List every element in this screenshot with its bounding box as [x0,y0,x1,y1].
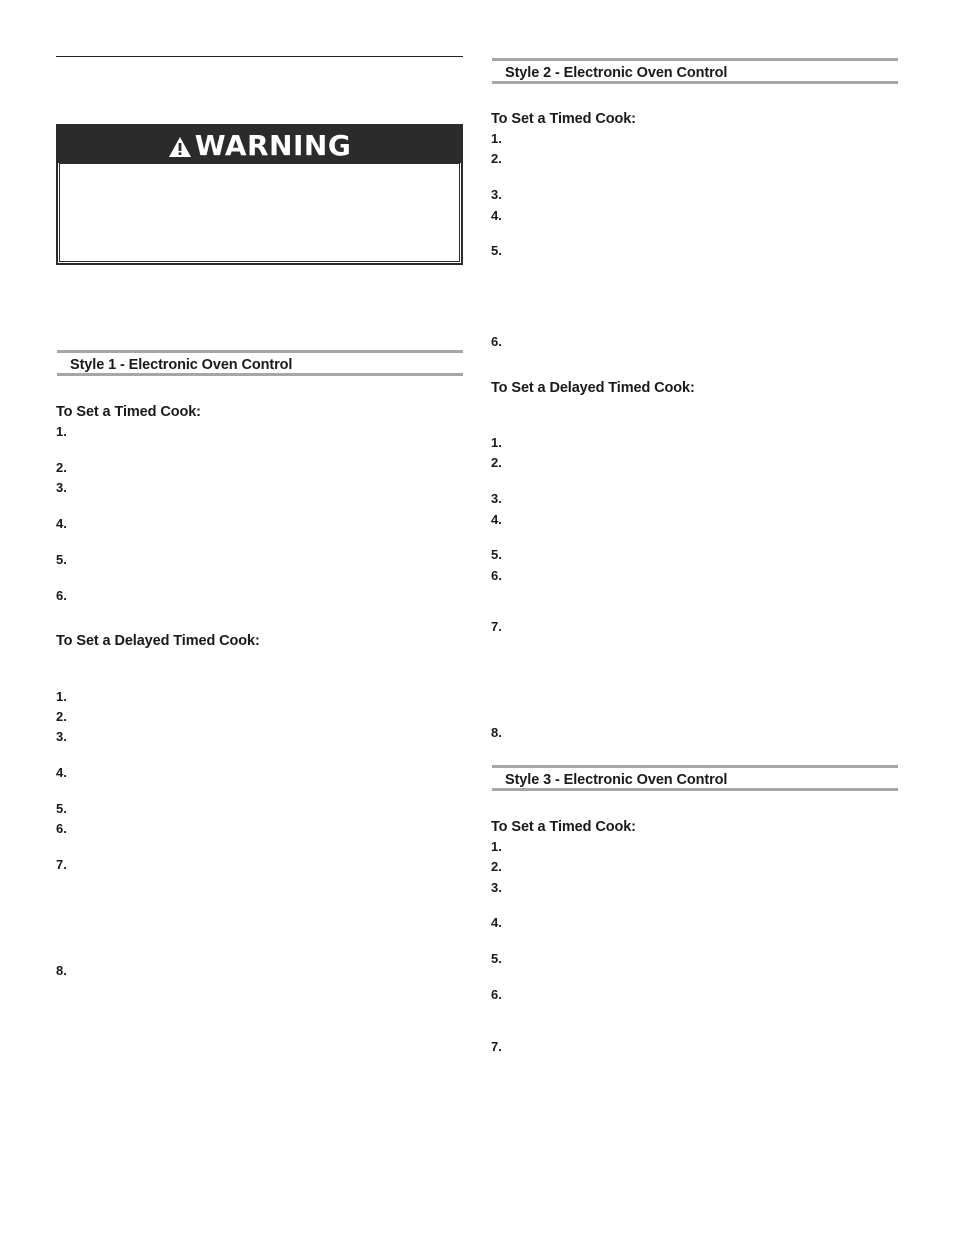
style2-delayed-step-3: 3. [491,491,502,506]
style2-delayed-step-8: 8. [491,725,502,740]
warning-box [56,124,463,265]
warning-header [58,126,461,163]
style1-section-header [57,350,463,376]
style1-section-title: Style 1 - Electronic Oven Control [70,357,293,373]
style2-delayed-step-2: 2. [491,455,502,470]
warning-triangle-icon [168,132,192,165]
style3-section-header [492,765,898,791]
style3-timed-step-3: 3. [491,880,502,895]
style2-delayed-step-5: 5. [491,547,502,562]
warning-title [58,129,461,165]
style1-delayed-cook-heading: To Set a Delayed Timed Cook: [56,633,260,649]
style2-timed-step-4: 4. [491,208,502,223]
style2-section-title: Style 2 - Electronic Oven Control [505,65,728,81]
style1-timed-step-3: 3. [56,480,67,495]
style3-timed-step-6: 6. [491,987,502,1002]
style1-timed-cook-heading: To Set a Timed Cook: [56,404,201,420]
style3-timed-step-7: 7. [491,1039,502,1054]
style2-delayed-step-4: 4. [491,512,502,527]
style1-timed-step-5: 5. [56,552,67,567]
style2-timed-step-6: 6. [491,334,502,349]
style1-timed-step-1: 1. [56,424,67,439]
style1-delayed-step-5: 5. [56,801,67,816]
style3-timed-cook-heading: To Set a Timed Cook: [491,819,636,835]
style2-timed-cook-heading: To Set a Timed Cook: [491,111,636,127]
style3-timed-step-5: 5. [491,951,502,966]
style2-delayed-step-1: 1. [491,435,502,450]
style1-timed-step-4: 4. [56,516,67,531]
style1-delayed-step-4: 4. [56,765,67,780]
top-rule [56,56,463,57]
style1-timed-step-2: 2. [56,460,67,475]
style2-timed-step-2: 2. [491,151,502,166]
style3-timed-step-4: 4. [491,915,502,930]
style1-delayed-step-8: 8. [56,963,67,978]
style2-timed-step-5: 5. [491,243,502,258]
style2-timed-step-3: 3. [491,187,502,202]
style2-timed-step-1: 1. [491,131,502,146]
style1-delayed-step-1: 1. [56,689,67,704]
style2-delayed-cook-heading: To Set a Delayed Timed Cook: [491,380,695,396]
style3-timed-step-1: 1. [491,839,502,854]
style3-timed-step-2: 2. [491,859,502,874]
style2-delayed-step-6: 6. [491,568,502,583]
style1-delayed-step-2: 2. [56,709,67,724]
style1-delayed-step-6: 6. [56,821,67,836]
style1-timed-step-6: 6. [56,588,67,603]
style2-section-header [492,58,898,84]
warning-body [59,163,460,262]
style2-delayed-step-7: 7. [491,619,502,634]
warning-title-text: WARNING [194,129,352,162]
style1-delayed-step-3: 3. [56,729,67,744]
style1-delayed-step-7: 7. [56,857,67,872]
style3-section-title: Style 3 - Electronic Oven Control [505,772,728,788]
